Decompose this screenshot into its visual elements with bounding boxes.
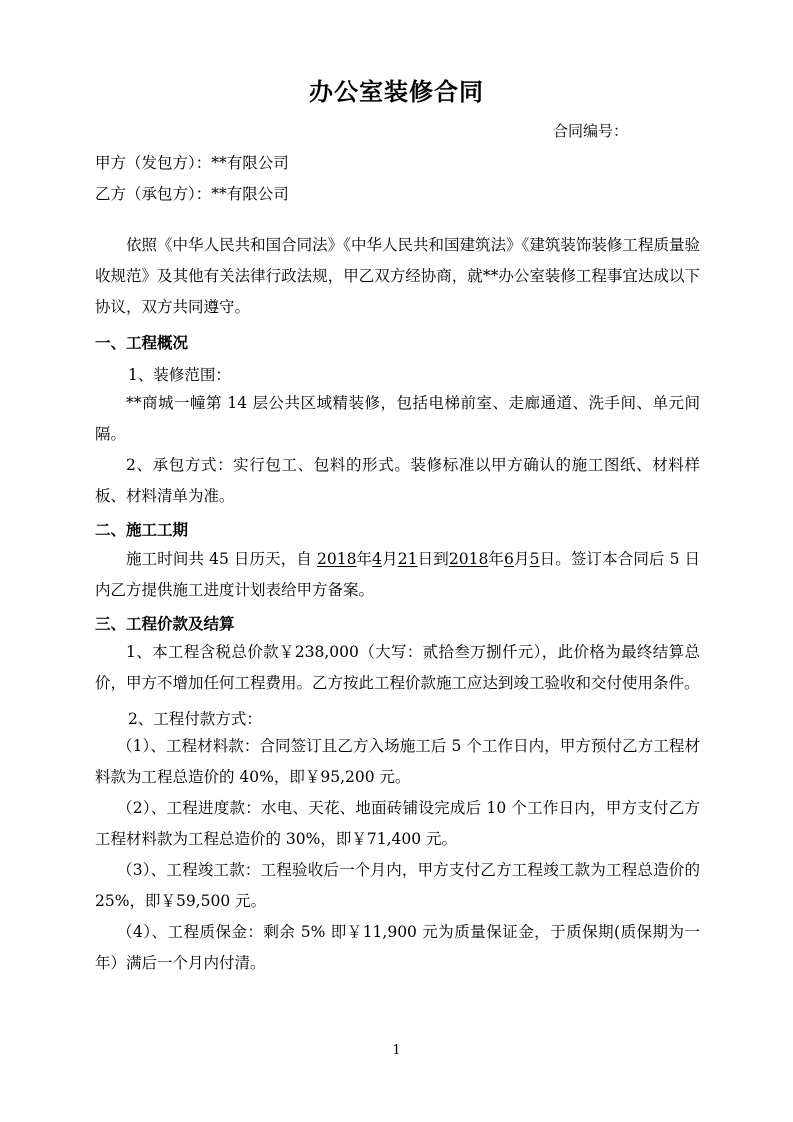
section-1-heading: 一、工程概况 <box>95 333 189 352</box>
month-char-2: 月 <box>513 550 530 568</box>
section-1-item-1-label: 1、装修范围： <box>128 366 231 384</box>
end-year: 2018 <box>448 550 489 568</box>
intro-paragraph: 依照《中华人民共和国合同法》《中华人民共和国建筑法》《建筑装饰装修工程质量验收规范》及其他有关法律行政法规，甲乙双方经协商，就**办公室装修工程事宜达成以下协议，双方共同遵守。 <box>95 236 700 316</box>
start-day: 21 <box>397 550 418 568</box>
section-1-item-1-text: **商城一幢第 14 层公共区域精装修，包括电梯前室、走廊通道、洗手间、单元间隔。 <box>95 394 700 443</box>
month-char: 月 <box>382 550 398 568</box>
section-3-item-1: 1、本工程含税总价款￥238,000（大写：贰拾叁万捌仟元），此价格为最终结算总价，甲方不增加任何工程费用。乙方按此工程价款施工应达到竣工验收和交付使用条件。 <box>95 643 700 692</box>
section-3-heading: 三、工程价款及结算 <box>95 614 235 633</box>
document-title: 办公室装修合同 <box>309 77 484 106</box>
section-1-item-2-text: 2、承包方式：实行包工、包料的形式。装修标准以甲方确认的施工图纸、材料样板、材料清单为准。 <box>95 456 700 505</box>
payment-3: （3）、工程竣工款：工程验收后一个月内，甲方支付乙方工程竣工款为工程总造价的 25%，即￥59,500 元。 <box>95 861 700 910</box>
end-day: 5 <box>529 550 540 568</box>
party-b: 乙方（承包方）：**有限公司 <box>95 185 289 203</box>
start-year: 2018 <box>316 550 357 568</box>
year-char-2: 年 <box>488 550 505 568</box>
start-month: 4 <box>372 550 383 568</box>
schedule-text-start: 施工时间共 45 日历天，自 <box>126 550 312 568</box>
year-char: 年 <box>356 550 373 568</box>
party-a: 甲方（发包方）：**有限公司 <box>95 154 289 172</box>
section-3-item-2-label: 2、工程付款方式： <box>128 710 262 728</box>
page-number: 1 <box>392 1043 401 1058</box>
day-to-text: 日到 <box>417 550 449 568</box>
section-2-heading: 二、施工工期 <box>95 520 189 539</box>
payment-4: （4）、工程质保金：剩余 5% 即￥11,900 元为质量保证金，于质保期(质保期为一年）满后一个月内付清。 <box>95 923 700 972</box>
schedule-text-end: 日。签订本合同后 5 日内乙方提供施工进度计划表给甲方备案。 <box>95 550 700 599</box>
end-month: 6 <box>504 550 514 568</box>
contract-number-label: 合同编号： <box>553 122 629 140</box>
payment-1: （1）、工程材料款：合同签订且乙方入场施工后 5 个工作日内，甲方预付乙方工程材料款为工程总造价的 40%，即￥95,200 元。 <box>95 737 700 786</box>
payment-2: （2）、工程进度款：水电、天花、地面砖铺设完成后 10 个工作日内，甲方支付乙方工程材料款为工程总造价的 30%，即￥71,400 元。 <box>95 799 700 848</box>
section-2-paragraph <box>95 544 700 606</box>
